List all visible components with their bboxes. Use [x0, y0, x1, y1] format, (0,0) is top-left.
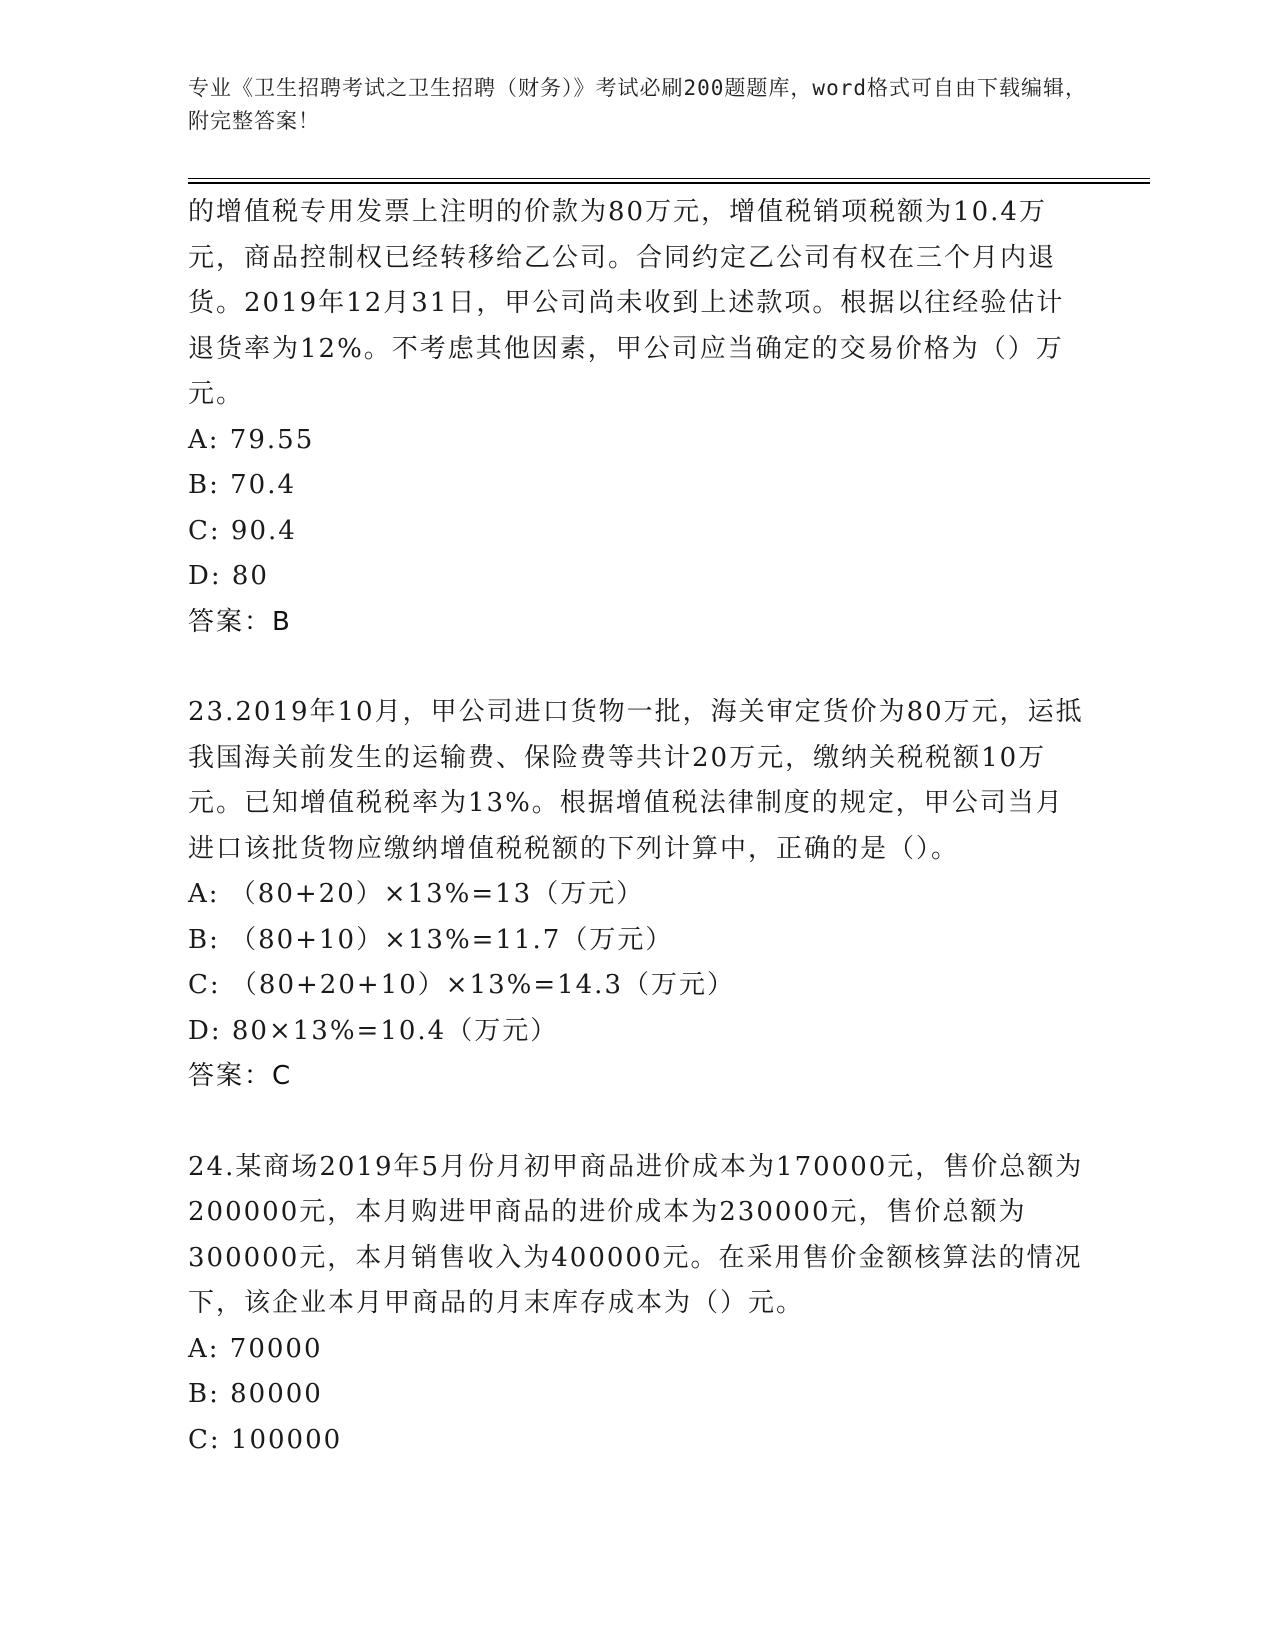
- answer-line: 答案：B: [188, 606, 292, 637]
- option-b: B: 80000: [188, 1379, 323, 1409]
- question-text: 24.某商场2019年5月份月初甲商品进价成本为170000元，售价总额为200000元，本月购进甲商品的进价成本为230000元，售价总额为300000元，本月销售收入为400000元。在采用售价金额核算法的情况下，该企业本月甲商品的月末库存成本为（）元。: [188, 1151, 1084, 1318]
- option-a: A: 70000: [188, 1333, 323, 1364]
- answer-line: 答案：C: [188, 1061, 293, 1091]
- header-divider-thin: [188, 178, 1150, 179]
- option-a: A: （80+20）×13%=13（万元）: [188, 879, 645, 909]
- option-b: B: （80+10）×13%=11.7（万元）: [188, 924, 674, 955]
- question-block: [188, 690, 1088, 1100]
- option-c: C: （80+20+10）×13%=14.3（万元）: [188, 970, 735, 1000]
- question-text: 的增值税专用发票上注明的价款为80万元，增值税销项税额为10.4万元，商品控制权已经转移给乙公司。合同约定乙公司有权在三个月内退货。2019年12月31日，甲公司尚未收到上述款项。根据以往经验估计退货率为12%。不考虑其他因素，甲公司应当确定的交易价格为（）万元。: [188, 197, 1065, 409]
- question-block: [188, 190, 1088, 645]
- question-text: 23.2019年10月，甲公司进口货物一批，海关审定货价为80万元，运抵我国海关前发生的运输费、保险费等共计20万元，缴纳关税税额10万元。已知增值税税率为13%。根据增值税法律制度的规定，甲公司当月进口该批货物应缴纳增值税税额的下列计算中，正确的是（）。: [188, 697, 1084, 864]
- header-divider-thick: [188, 182, 1150, 184]
- option-a: A: 79.55: [188, 424, 315, 455]
- option-d: D: 80: [188, 561, 269, 591]
- question-list: [188, 190, 1088, 1463]
- option-b: B: 70.4: [188, 470, 297, 500]
- option-c: C: 90.4: [188, 515, 297, 546]
- option-d: D: 80×13%=10.4（万元）: [188, 1015, 559, 1046]
- option-c: C: 100000: [188, 1424, 343, 1455]
- document-header: 专业《卫生招聘考试之卫生招聘（财务）》考试必刷200题题库，word格式可自由下载编辑，附完整答案！: [188, 76, 1087, 133]
- question-block: [188, 1145, 1088, 1464]
